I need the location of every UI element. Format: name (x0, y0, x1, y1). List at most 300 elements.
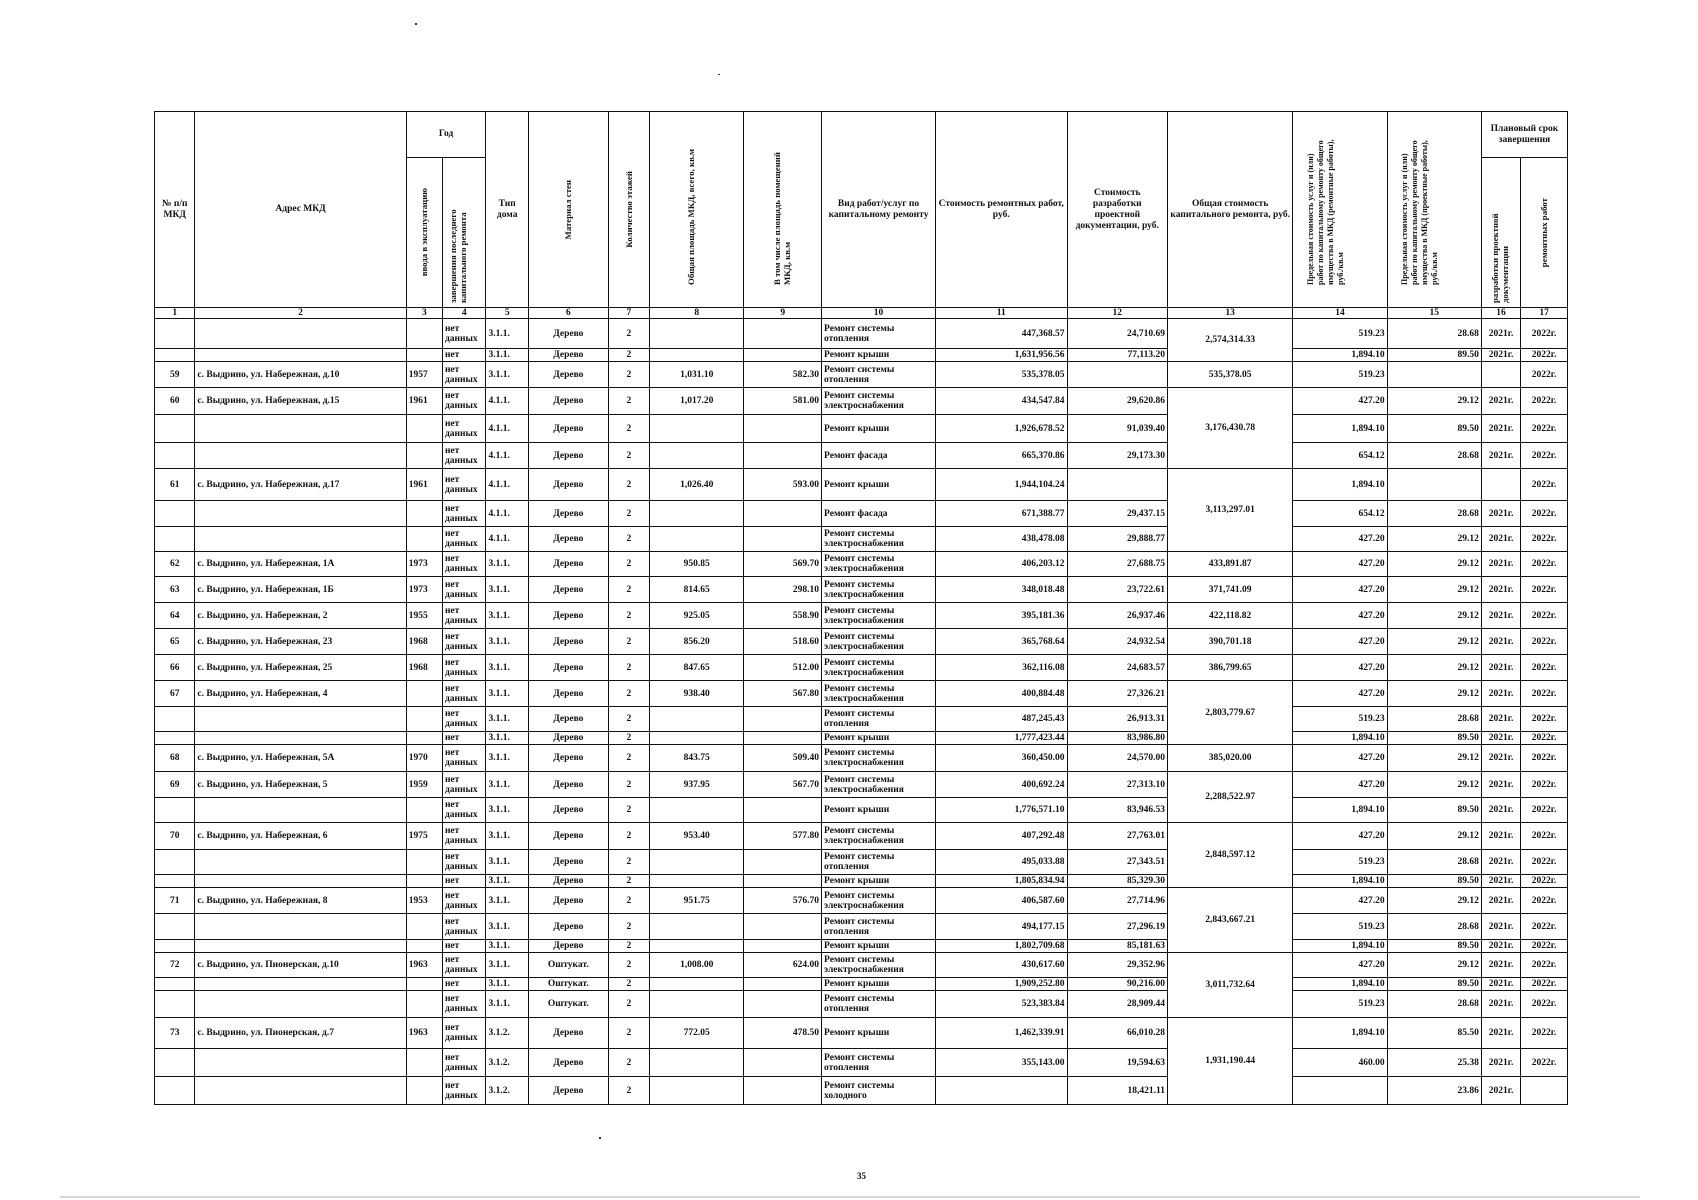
cell-wall-material: Дерево (528, 319, 608, 349)
cell-work-cost: 1,805,834.94 (935, 875, 1067, 888)
cell-design-cost: 29,888.77 (1067, 527, 1167, 552)
cell-total-area: 1,031.10 (650, 362, 744, 388)
header-year-last-repair: завершения последнего капитального ремонта (442, 158, 486, 308)
cell-address: с. Выдрино, ул. Набережная, д.17 (195, 469, 406, 501)
scan-speck (415, 23, 417, 25)
cell-address (195, 501, 406, 527)
cell-floors: 2 (608, 603, 649, 629)
cell-house-type: 3.1.1. (486, 552, 528, 577)
cell-num: 72 (155, 953, 195, 978)
cell-house-type: 3.1.1. (486, 914, 528, 940)
cell-premises-area: 581.00 (744, 388, 822, 415)
cell-work-cost: 365,768.64 (935, 629, 1067, 655)
cell-num (155, 940, 195, 953)
cell-deadline-design: 2021г. (1481, 850, 1520, 875)
cell-num (155, 978, 195, 991)
cell-floors: 2 (608, 732, 649, 745)
cell-deadline-work: 2022г. (1521, 940, 1568, 953)
column-number: 10 (822, 308, 936, 319)
header-deadline-work: ремонтных работ (1521, 158, 1568, 308)
cell-design-cost: 83,946.53 (1067, 798, 1167, 823)
cell-address: с. Выдрино, ул. Набережная, д.10 (195, 362, 406, 388)
cell-total-cost: 2,288,522.97 (1168, 772, 1293, 823)
cell-total-cost: 2,848,597.12 (1168, 823, 1293, 888)
cell-num: 62 (155, 552, 195, 577)
cell-year-last-repair: нет (442, 732, 486, 745)
cell-deadline-work: 2022г. (1521, 745, 1568, 772)
cell-work-type: Ремонт системы электроснабжения (822, 552, 936, 577)
header-house-type: Тип дома (486, 112, 528, 308)
cell-year-last-repair: нет данных (442, 527, 486, 552)
cell-house-type: 3.1.1. (486, 681, 528, 707)
cell-house-type: 3.1.1. (486, 319, 528, 349)
cell-deadline-design: 2021г. (1481, 415, 1520, 443)
table-row (155, 1049, 1568, 1077)
cell-premises-area: 567.80 (744, 681, 822, 707)
header-floors: Количество этажей (608, 112, 649, 308)
cell-work-cost: 360,450.00 (935, 745, 1067, 772)
cell-deadline-design: 2021г. (1481, 1077, 1520, 1105)
cell-deadline-design: 2021г. (1481, 978, 1520, 991)
cell-year-commission (406, 319, 442, 349)
cell-year-last-repair: нет данных (442, 745, 486, 772)
cell-num (155, 732, 195, 745)
cell-deadline-design: 2021г. (1481, 388, 1520, 415)
cell-design-cost: 83,986.80 (1067, 732, 1167, 745)
cell-work-cost: 1,777,423.44 (935, 732, 1067, 745)
header-limit-work: Предельная стоимость услуг и (или) работ по капитальному ремонту общего имущества в МКД (ремонтные работы), руб./кв.м (1293, 112, 1387, 308)
cell-year-last-repair: нет данных (442, 415, 486, 443)
cell-year-commission: 1955 (406, 603, 442, 629)
cell-work-cost: 1,926,678.52 (935, 415, 1067, 443)
cell-total-area (650, 527, 744, 552)
cell-limit-work: 1,894.10 (1293, 798, 1387, 823)
cell-num: 65 (155, 629, 195, 655)
cell-year-commission (406, 991, 442, 1018)
cell-design-cost: 29,173.30 (1067, 443, 1167, 469)
cell-premises-area: 478.50 (744, 1018, 822, 1049)
cell-house-type: 3.1.1. (486, 655, 528, 681)
cell-design-cost: 24,570.00 (1067, 745, 1167, 772)
cell-deadline-work: 2022г. (1521, 577, 1568, 603)
cell-wall-material: Дерево (528, 681, 608, 707)
column-number: 8 (650, 308, 744, 319)
cell-limit-work: 519.23 (1293, 914, 1387, 940)
cell-year-commission: 1961 (406, 388, 442, 415)
cell-num: 61 (155, 469, 195, 501)
cell-premises-area: 577.80 (744, 823, 822, 850)
cell-address (195, 707, 406, 732)
cell-year-commission (406, 681, 442, 707)
cell-wall-material: Дерево (528, 1018, 608, 1049)
cell-total-cost: 2,574,314.33 (1168, 319, 1293, 362)
cell-floors: 2 (608, 1077, 649, 1105)
cell-work-type: Ремонт крыши (822, 415, 936, 443)
cell-wall-material: Дерево (528, 501, 608, 527)
cell-year-commission (406, 850, 442, 875)
table-header (155, 112, 1568, 319)
cell-deadline-work: 2022г. (1521, 823, 1568, 850)
column-number: 14 (1293, 308, 1387, 319)
cell-wall-material: Оштукат. (528, 953, 608, 978)
table-row (155, 823, 1568, 850)
cell-premises-area (744, 349, 822, 362)
cell-year-last-repair: нет данных (442, 552, 486, 577)
cell-premises-area (744, 978, 822, 991)
cell-num: 63 (155, 577, 195, 603)
cell-work-type: Ремонт системы электроснабжения (822, 681, 936, 707)
cell-year-commission (406, 443, 442, 469)
cell-address: с. Выдрино, ул. Набережная, 6 (195, 823, 406, 850)
cell-address: с. Выдрино, ул. Набережная, 23 (195, 629, 406, 655)
cell-work-type: Ремонт системы отопления (822, 362, 936, 388)
cell-design-cost: 29,620.86 (1067, 388, 1167, 415)
cell-floors: 2 (608, 681, 649, 707)
cell-deadline-work: 2022г. (1521, 443, 1568, 469)
column-number: 3 (406, 308, 442, 319)
cell-num (155, 798, 195, 823)
cell-num (155, 991, 195, 1018)
cell-deadline-work: 2022г. (1521, 732, 1568, 745)
cell-house-type: 3.1.1. (486, 732, 528, 745)
cell-floors: 2 (608, 527, 649, 552)
cell-deadline-work: 2022г. (1521, 772, 1568, 798)
cell-work-cost: 487,245.43 (935, 707, 1067, 732)
header-address: Адрес МКД (195, 112, 406, 308)
cell-floors: 2 (608, 1049, 649, 1077)
cell-floors: 2 (608, 991, 649, 1018)
table-row (155, 443, 1568, 469)
cell-premises-area: 576.70 (744, 888, 822, 914)
repair-registry-table (154, 111, 1568, 1105)
cell-total-area (650, 940, 744, 953)
cell-design-cost: 27,688.75 (1067, 552, 1167, 577)
cell-house-type: 3.1.1. (486, 991, 528, 1018)
cell-total-area (650, 443, 744, 469)
cell-year-commission (406, 875, 442, 888)
cell-wall-material: Дерево (528, 940, 608, 953)
cell-work-type: Ремонт крыши (822, 798, 936, 823)
cell-design-cost: 28,909.44 (1067, 991, 1167, 1018)
cell-premises-area: 298.10 (744, 577, 822, 603)
cell-total-cost: 3,011,732.64 (1168, 953, 1293, 1018)
cell-floors: 2 (608, 798, 649, 823)
cell-total-area: 856.20 (650, 629, 744, 655)
cell-year-last-repair: нет данных (442, 798, 486, 823)
cell-floors: 2 (608, 914, 649, 940)
cell-deadline-design: 2021г. (1481, 707, 1520, 732)
cell-work-type: Ремонт системы электроснабжения (822, 655, 936, 681)
cell-wall-material: Дерево (528, 875, 608, 888)
cell-total-cost: 3,113,297.01 (1168, 469, 1293, 552)
cell-house-type: 3.1.1. (486, 745, 528, 772)
cell-wall-material: Дерево (528, 655, 608, 681)
cell-house-type: 3.1.1. (486, 603, 528, 629)
cell-deadline-design: 2021г. (1481, 655, 1520, 681)
cell-premises-area (744, 991, 822, 1018)
cell-address: с. Выдрино, ул. Пионерская, д.7 (195, 1018, 406, 1049)
table-body (155, 319, 1568, 1105)
cell-design-cost: 29,352.96 (1067, 953, 1167, 978)
cell-premises-area (744, 732, 822, 745)
cell-limit-work: 427.20 (1293, 629, 1387, 655)
cell-deadline-design: 2021г. (1481, 745, 1520, 772)
cell-deadline-design: 2021г. (1481, 603, 1520, 629)
cell-year-last-repair: нет данных (442, 443, 486, 469)
column-number: 7 (608, 308, 649, 319)
column-number: 11 (935, 308, 1067, 319)
cell-year-commission: 1959 (406, 772, 442, 798)
cell-limit-design: 28.68 (1387, 501, 1481, 527)
cell-limit-work: 427.20 (1293, 603, 1387, 629)
cell-year-commission: 1963 (406, 1018, 442, 1049)
table-row (155, 629, 1568, 655)
cell-total-area: 937.95 (650, 772, 744, 798)
cell-floors: 2 (608, 953, 649, 978)
cell-house-type: 3.1.2. (486, 1049, 528, 1077)
header-design-cost: Стоимость разработки проектной документации, руб. (1067, 112, 1167, 308)
cell-design-cost: 27,714.96 (1067, 888, 1167, 914)
cell-floors: 2 (608, 362, 649, 388)
cell-work-cost: 400,692.24 (935, 772, 1067, 798)
cell-num (155, 527, 195, 552)
cell-floors: 2 (608, 823, 649, 850)
cell-limit-work: 519.23 (1293, 362, 1387, 388)
cell-limit-work: 1,894.10 (1293, 978, 1387, 991)
header-total-area: Общая площадь МКД, всего, кв.м (650, 112, 744, 308)
table-row (155, 745, 1568, 772)
cell-design-cost: 26,937.46 (1067, 603, 1167, 629)
cell-work-type: Ремонт системы электроснабжения (822, 888, 936, 914)
cell-total-cost: 3,176,430.78 (1168, 388, 1293, 469)
cell-year-commission (406, 349, 442, 362)
cell-house-type: 3.1.1. (486, 888, 528, 914)
cell-limit-work: 427.20 (1293, 577, 1387, 603)
cell-deadline-design: 2021г. (1481, 443, 1520, 469)
cell-design-cost: 29,437.15 (1067, 501, 1167, 527)
header-wall-material: Материал стен (528, 112, 608, 308)
cell-total-area (650, 798, 744, 823)
cell-limit-work: 427.20 (1293, 823, 1387, 850)
cell-num (155, 415, 195, 443)
cell-wall-material: Дерево (528, 798, 608, 823)
cell-design-cost: 27,763.01 (1067, 823, 1167, 850)
cell-floors: 2 (608, 772, 649, 798)
header-year-group: Год (406, 112, 486, 158)
cell-floors: 2 (608, 501, 649, 527)
cell-year-commission (406, 940, 442, 953)
cell-limit-design: 89.50 (1387, 978, 1481, 991)
cell-floors: 2 (608, 655, 649, 681)
cell-house-type: 3.1.1. (486, 940, 528, 953)
cell-wall-material: Дерево (528, 732, 608, 745)
cell-premises-area (744, 798, 822, 823)
cell-limit-work: 427.20 (1293, 953, 1387, 978)
cell-design-cost: 23,722.61 (1067, 577, 1167, 603)
column-number: 2 (195, 308, 406, 319)
cell-year-commission: 1963 (406, 953, 442, 978)
cell-limit-design: 89.50 (1387, 798, 1481, 823)
cell-floors: 2 (608, 629, 649, 655)
cell-limit-design: 89.50 (1387, 415, 1481, 443)
cell-limit-design: 29.12 (1387, 953, 1481, 978)
cell-deadline-design: 2021г. (1481, 772, 1520, 798)
cell-work-type: Ремонт крыши (822, 732, 936, 745)
cell-num: 73 (155, 1018, 195, 1049)
cell-premises-area (744, 501, 822, 527)
cell-total-cost: 386,799.65 (1168, 655, 1293, 681)
cell-wall-material: Дерево (528, 914, 608, 940)
cell-premises-area: 569.70 (744, 552, 822, 577)
cell-work-cost: 355,143.00 (935, 1049, 1067, 1077)
cell-design-cost: 27,326.21 (1067, 681, 1167, 707)
cell-house-type: 4.1.1. (486, 388, 528, 415)
cell-design-cost: 91,039.40 (1067, 415, 1167, 443)
cell-limit-work: 1,894.10 (1293, 349, 1387, 362)
header-work-type: Вид работ/услуг по капитальному ремонту (822, 112, 936, 308)
cell-deadline-work: 2022г. (1521, 527, 1568, 552)
cell-total-area (650, 978, 744, 991)
cell-address (195, 319, 406, 349)
cell-year-last-repair: нет данных (442, 603, 486, 629)
table-row (155, 914, 1568, 940)
cell-work-type: Ремонт системы отопления (822, 1049, 936, 1077)
cell-total-cost: 371,741.09 (1168, 577, 1293, 603)
cell-limit-work: 1,894.10 (1293, 469, 1387, 501)
table-row (155, 940, 1568, 953)
cell-work-type: Ремонт системы электроснабжения (822, 577, 936, 603)
cell-address: с. Выдрино, ул. Набережная, 4 (195, 681, 406, 707)
cell-limit-work: 519.23 (1293, 850, 1387, 875)
cell-num: 64 (155, 603, 195, 629)
cell-address (195, 415, 406, 443)
cell-wall-material: Дерево (528, 388, 608, 415)
cell-work-cost: 400,884.48 (935, 681, 1067, 707)
table-row (155, 469, 1568, 501)
cell-address: с. Выдрино, ул. Набережная, д.15 (195, 388, 406, 415)
cell-deadline-design: 2021г. (1481, 798, 1520, 823)
cell-floors: 2 (608, 319, 649, 349)
cell-deadline-design: 2021г. (1481, 953, 1520, 978)
cell-year-last-repair: нет данных (442, 319, 486, 349)
cell-total-area (650, 991, 744, 1018)
cell-year-last-repair: нет данных (442, 772, 486, 798)
cell-limit-design: 29.12 (1387, 655, 1481, 681)
cell-year-last-repair: нет данных (442, 501, 486, 527)
cell-year-commission (406, 707, 442, 732)
cell-floors: 2 (608, 850, 649, 875)
cell-year-last-repair: нет данных (442, 1077, 486, 1105)
cell-deadline-design: 2021г. (1481, 914, 1520, 940)
column-number: 13 (1168, 308, 1293, 319)
cell-deadline-design: 2021г. (1481, 629, 1520, 655)
cell-deadline-work: 2022г. (1521, 469, 1568, 501)
table-row (155, 552, 1568, 577)
cell-house-type: 3.1.1. (486, 850, 528, 875)
cell-premises-area: 582.30 (744, 362, 822, 388)
cell-deadline-design: 2021г. (1481, 501, 1520, 527)
table-row (155, 991, 1568, 1018)
cell-premises-area (744, 707, 822, 732)
cell-total-area: 938.40 (650, 681, 744, 707)
cell-limit-work: 427.20 (1293, 655, 1387, 681)
cell-total-area (650, 707, 744, 732)
cell-premises-area: 624.00 (744, 953, 822, 978)
cell-premises-area (744, 443, 822, 469)
cell-year-commission: 1961 (406, 469, 442, 501)
table-row (155, 319, 1568, 349)
cell-address (195, 349, 406, 362)
cell-work-cost: 1,944,104.24 (935, 469, 1067, 501)
cell-wall-material: Дерево (528, 443, 608, 469)
cell-year-last-repair: нет данных (442, 1018, 486, 1049)
cell-design-cost: 26,913.31 (1067, 707, 1167, 732)
table-row (155, 501, 1568, 527)
cell-total-cost: 2,803,779.67 (1168, 681, 1293, 745)
cell-limit-design: 89.50 (1387, 940, 1481, 953)
cell-deadline-work: 2022г. (1521, 349, 1568, 362)
cell-year-commission: 1973 (406, 577, 442, 603)
cell-limit-work: 1,894.10 (1293, 732, 1387, 745)
cell-address: с. Выдрино, ул. Пионерская, д.10 (195, 953, 406, 978)
cell-year-last-repair: нет данных (442, 655, 486, 681)
cell-work-type: Ремонт системы холодного (822, 1077, 936, 1105)
cell-address: с. Выдрино, ул. Набережная, 25 (195, 655, 406, 681)
cell-deadline-work: 2022г. (1521, 552, 1568, 577)
cell-year-commission: 1973 (406, 552, 442, 577)
cell-wall-material: Оштукат. (528, 991, 608, 1018)
cell-work-type: Ремонт крыши (822, 875, 936, 888)
cell-address: с. Выдрино, ул. Набережная, 5 (195, 772, 406, 798)
cell-limit-design: 28.68 (1387, 707, 1481, 732)
cell-limit-design: 29.12 (1387, 603, 1481, 629)
cell-address (195, 1077, 406, 1105)
cell-design-cost (1067, 469, 1167, 501)
cell-work-type: Ремонт фасада (822, 443, 936, 469)
cell-num (155, 319, 195, 349)
cell-deadline-work: 2022г. (1521, 603, 1568, 629)
cell-deadline-work: 2022г. (1521, 1018, 1568, 1049)
cell-year-last-repair: нет (442, 940, 486, 953)
cell-work-cost: 362,116.08 (935, 655, 1067, 681)
header-limit-design: Предельная стоимость услуг и (или) работ по капитальному ремонту общего имущества в МКД (проектные работы), руб./кв.м (1387, 112, 1481, 308)
cell-floors: 2 (608, 875, 649, 888)
column-number: 15 (1387, 308, 1481, 319)
cell-premises-area (744, 319, 822, 349)
cell-premises-area (744, 850, 822, 875)
cell-deadline-work: 2022г. (1521, 629, 1568, 655)
cell-wall-material: Дерево (528, 603, 608, 629)
cell-work-type: Ремонт системы электроснабжения (822, 388, 936, 415)
cell-design-cost: 24,932.54 (1067, 629, 1167, 655)
cell-year-last-repair: нет данных (442, 823, 486, 850)
cell-deadline-work: 2022г. (1521, 914, 1568, 940)
cell-total-area (650, 732, 744, 745)
cell-premises-area: 593.00 (744, 469, 822, 501)
cell-house-type: 3.1.1. (486, 707, 528, 732)
cell-work-cost: 665,370.86 (935, 443, 1067, 469)
cell-work-type: Ремонт системы электроснабжения (822, 745, 936, 772)
cell-num (155, 914, 195, 940)
cell-limit-work: 1,894.10 (1293, 940, 1387, 953)
cell-wall-material: Дерево (528, 577, 608, 603)
cell-wall-material: Дерево (528, 850, 608, 875)
cell-num: 67 (155, 681, 195, 707)
cell-year-commission: 1953 (406, 888, 442, 914)
cell-address: с. Выдрино, ул. Набережная, 2 (195, 603, 406, 629)
cell-deadline-work: 2022г. (1521, 707, 1568, 732)
cell-deadline-design: 2021г. (1481, 823, 1520, 850)
